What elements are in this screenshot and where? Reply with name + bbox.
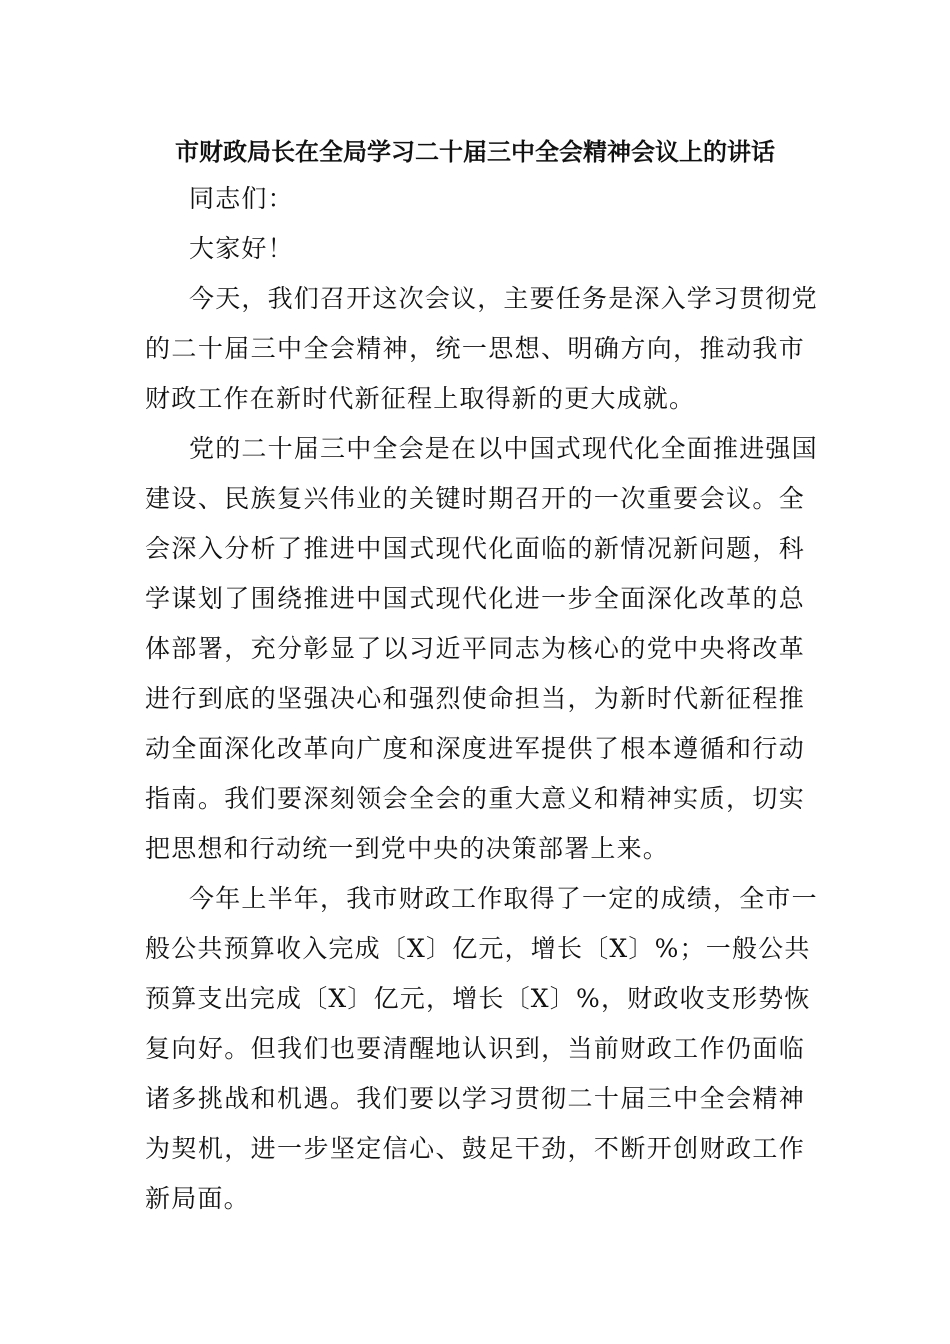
text-line: 学谋划了围绕推进中国式现代化进一步全面深化改革的总	[145, 584, 805, 613]
text-line: 诸多挑战和机遇。我们要以学习贯彻二十届三中全会精神	[145, 1084, 805, 1113]
text-line: 今天，我们召开这次会议，主要任务是深入学习贯彻党	[189, 284, 818, 313]
text-line: 建设、民族复兴伟业的关键时期召开的一次重要会议。全	[145, 484, 805, 513]
text-line: 新局面。	[145, 1184, 250, 1213]
text-line: 预算支出完成〔X〕亿元，增长〔X〕%，财政收支形势恢	[145, 984, 811, 1013]
text-line: 为契机，进一步坚定信心、鼓足干劲，不断开创财政工作	[145, 1134, 805, 1163]
text-line: 党的二十届三中全会是在以中国式现代化全面推进强国	[189, 434, 818, 463]
paragraph-2	[145, 424, 818, 874]
text-line: 进行到底的坚强决心和强烈使命担当，为新时代新征程推	[145, 684, 805, 713]
greeting-line: 大家好！	[189, 234, 294, 263]
text-line: 般公共预算收入完成〔X〕亿元，增长〔X〕%；一般公共	[145, 934, 811, 963]
text-line: 会深入分析了推进中国式现代化面临的新情况新问题，科	[145, 534, 805, 563]
paragraph-1	[145, 274, 818, 424]
text-line: 复向好。但我们也要清醒地认识到，当前财政工作仍面临	[145, 1034, 805, 1063]
text-line: 的二十届三中全会精神，统一思想、明确方向，推动我市	[145, 334, 805, 363]
text-line: 今年上半年，我市财政工作取得了一定的成绩，全市一	[189, 884, 818, 913]
text-line: 动全面深化改革向广度和深度进军提供了根本遵循和行动	[145, 734, 805, 763]
greeting-line: 同志们：	[189, 184, 294, 213]
document-body	[145, 148, 818, 1224]
greeting-hello	[145, 224, 805, 274]
text-line: 体部署，充分彰显了以习近平同志为核心的党中央将改革	[145, 634, 805, 663]
text-line: 财政工作在新时代新征程上取得新的更大成就。	[145, 384, 696, 413]
text-line: 指南。我们要深刻领会全会的重大意义和精神实质，切实	[145, 784, 805, 813]
document-title: 市财政局长在全局学习二十届三中全会精神会议上的讲话	[175, 137, 775, 166]
paragraph-3	[145, 874, 818, 1224]
text-line: 把思想和行动统一到党中央的决策部署上来。	[145, 834, 670, 863]
greeting-comrades	[145, 174, 805, 224]
